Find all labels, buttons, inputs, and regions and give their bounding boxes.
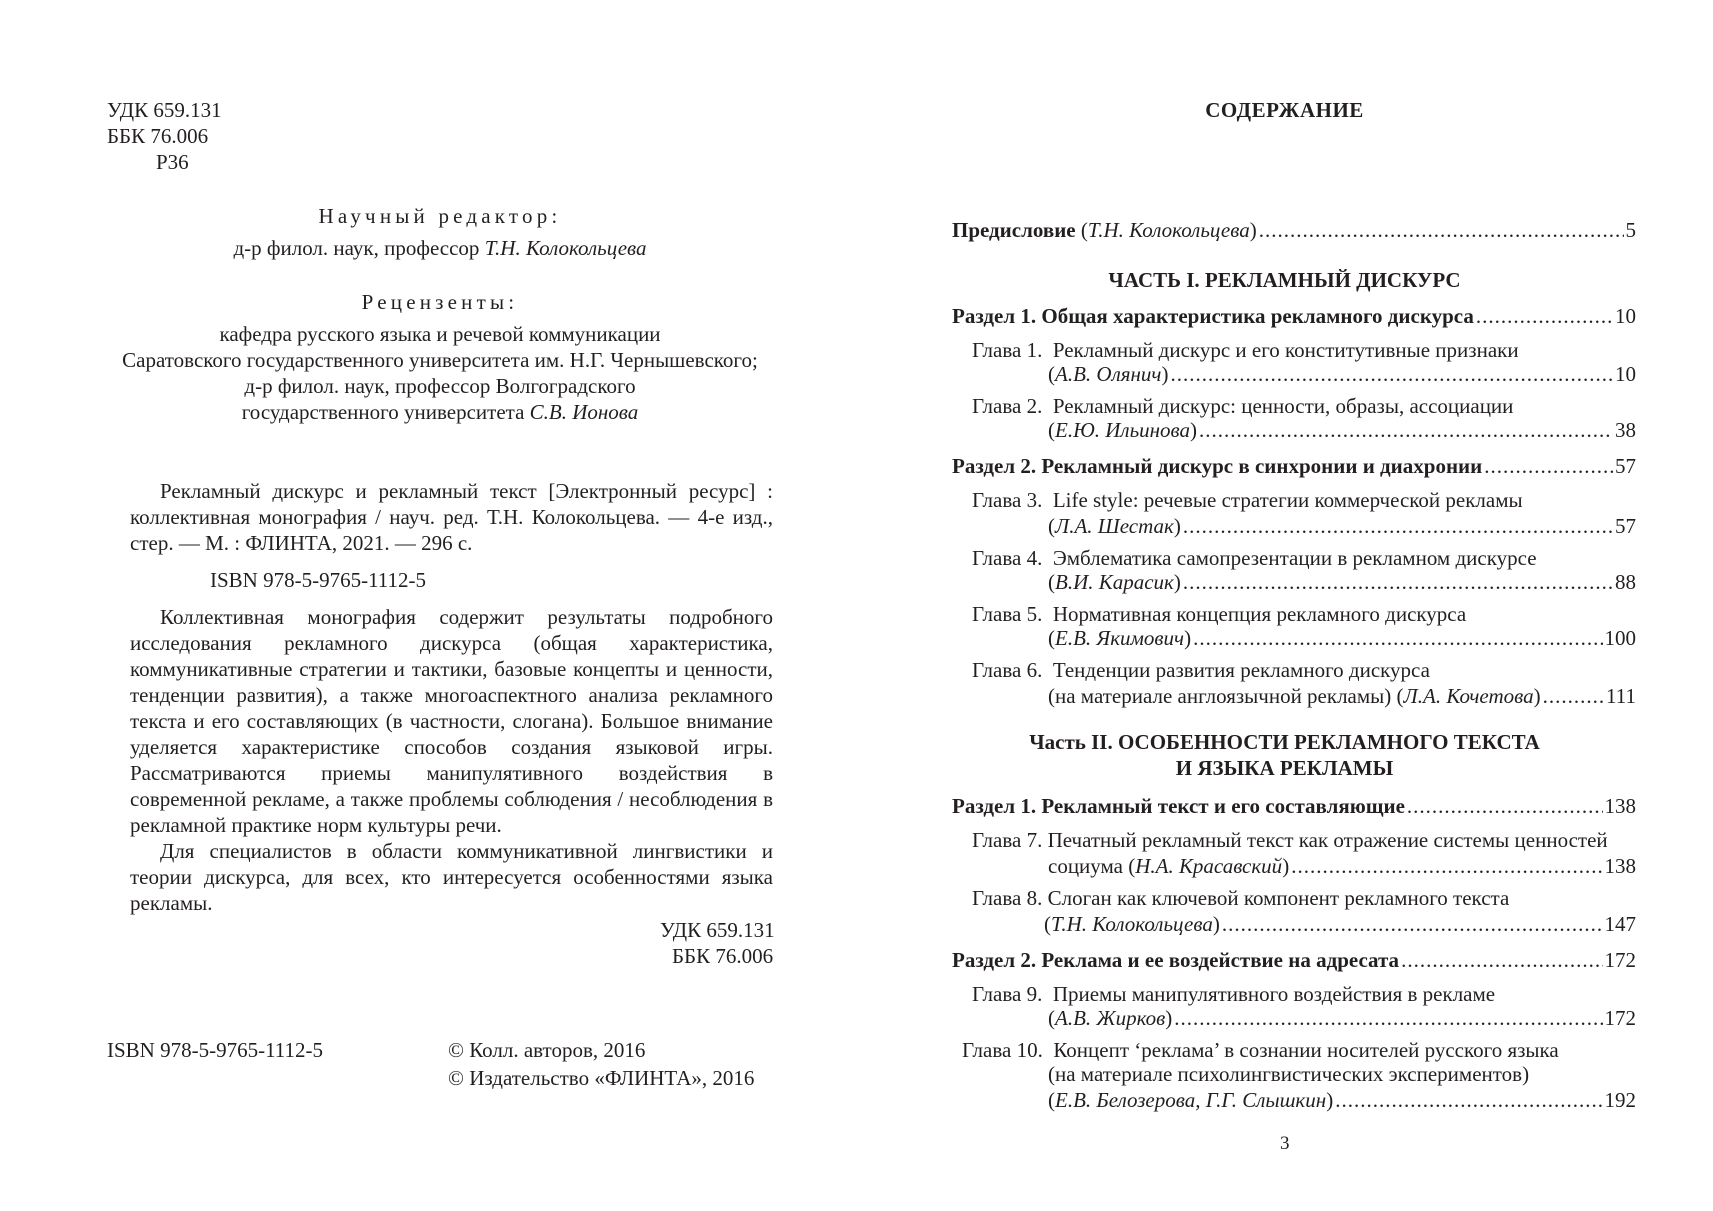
toc-entry-chapter-10[interactable]: [962, 1040, 1559, 1061]
toc-entry-chapter-6[interactable]: [972, 660, 1430, 681]
chapter-title: Тенденции развития рекламного дискурса: [1052, 658, 1430, 682]
chapter-page: 88: [1615, 570, 1636, 594]
editor-heading: Научный редактор:: [318, 204, 562, 228]
leader-dots: [1259, 220, 1624, 241]
chapter-title: Концепт ‘реклама’ в сознании носителей русского языка: [1053, 1038, 1559, 1062]
chapter-page: 111: [1606, 684, 1636, 708]
toc-entry-chapter-10-author[interactable]: (Е.В. Белозерова, Г.Г. Слышкин) ..... 192: [1048, 1090, 1636, 1111]
toc-entry-chapter-2[interactable]: [972, 396, 1513, 417]
chapter-number: Глава 4.: [972, 546, 1043, 570]
chapter-author: Л.А. Шестак: [1055, 514, 1174, 538]
toc-entry-chapter-6-author[interactable]: (на материале англоязычной рекламы) (Л.А. Кочетова) ..... 111: [1048, 686, 1636, 707]
chapter-page: 138: [1604, 854, 1636, 878]
chapter-title: Life style: речевые стратегии коммерческой рекламы: [1052, 488, 1523, 512]
leader-dots: [1174, 1008, 1602, 1029]
chapter-author: Т.Н. Колокольцева: [1051, 912, 1213, 936]
toc-entry-chapter-7[interactable]: [972, 830, 1608, 851]
toc-entry-chapter-4-author[interactable]: (В.И. Карасик) ..... 88: [1048, 572, 1636, 593]
chapter-title: Печатный рекламный текст как отражение системы ценностей: [1047, 828, 1608, 852]
section-title: Раздел 1. Рекламный текст и его составляющие: [952, 794, 1405, 818]
isbn-bottom: ISBN 978-5-9765-1112-5: [107, 1038, 324, 1062]
chapter-page: 147: [1604, 912, 1636, 936]
leader-dots: [1335, 1090, 1602, 1111]
toc-entry-chapter-5-author[interactable]: (Е.В. Якимович) ..... 100: [1048, 628, 1636, 649]
leader-dots: [1199, 420, 1613, 441]
chapter-author: Е.В. Белозерова, Г.Г. Слышкин: [1055, 1088, 1327, 1112]
toc-entry-chapter-8[interactable]: [972, 888, 1509, 909]
preface-label: Предисловие: [952, 218, 1076, 242]
toc-entry-part2-section2[interactable]: [952, 950, 1636, 971]
chapter-number: Глава 8.: [972, 886, 1043, 910]
preface-page: 5: [1625, 218, 1636, 242]
reviewers-line-1: кафедра русского языка и речевой коммуникации: [219, 322, 661, 346]
toc-entry-chapter-2-author[interactable]: (Е.Ю. Ильинова) ..... 38: [1048, 420, 1636, 441]
chapter-author: В.И. Карасик: [1055, 570, 1174, 594]
toc-entry-chapter-1[interactable]: [972, 340, 1519, 361]
udk-code: УДК 659.131: [107, 98, 222, 122]
section-title: Раздел 1. Общая характеристика рекламного дискурса: [952, 304, 1474, 328]
left-page: [0, 0, 856, 1211]
chapter-number: Глава 10.: [962, 1038, 1043, 1062]
toc-entry-chapter-10-continued: [1048, 1064, 1529, 1085]
part-2-heading-line-1: Часть II. ОСОБЕННОСТИ РЕКЛАМНОГО ТЕКСТА: [1029, 730, 1540, 754]
abstract: [130, 604, 773, 916]
chapter-author: Е.В. Якимович: [1055, 626, 1185, 650]
chapter-title: Эмблематика самопрезентации в рекламном дискурсе: [1052, 546, 1537, 570]
chapter-page: 172: [1604, 1006, 1636, 1030]
copyright-publisher: © Издательство «ФЛИНТА», 2016: [448, 1066, 755, 1090]
section-page: 57: [1615, 454, 1636, 478]
leader-dots: [1543, 686, 1604, 707]
abstract-paragraph-2: Для специалистов в области коммуникативной лингвистики и теории дискурса, для всех, кто интересуется особенностями языка рекламы.: [130, 839, 773, 915]
toc-entry-part2-section1[interactable]: [952, 796, 1636, 817]
toc-entry-part1-section1[interactable]: [952, 306, 1636, 327]
chapter-author: Е.Ю. Ильинова: [1055, 418, 1191, 442]
toc-title: СОДЕРЖАНИЕ: [1205, 98, 1364, 122]
author-sign: Р36: [156, 150, 189, 174]
editor-name: Т.Н. Колокольцева: [484, 236, 647, 260]
editor-line: д-р филол. наук, профессор Т.Н. Колокольцева: [233, 236, 647, 260]
leader-dots: [1193, 628, 1602, 649]
chapter-page: 57: [1615, 514, 1636, 538]
copyright-authors: © Колл. авторов, 2016: [448, 1038, 646, 1062]
toc-entry-chapter-8-author[interactable]: (Т.Н. Колокольцева) ..... 147: [1044, 914, 1636, 935]
toc-entry-part1-section2[interactable]: [952, 456, 1636, 477]
toc-entry-chapter-7-author[interactable]: социума (Н.А. Красавский) ..... 138: [1048, 856, 1636, 877]
section-title: Раздел 2. Рекламный дискурс в синхронии и диахронии: [952, 454, 1483, 478]
chapter-author: Л.А. Кочетова: [1403, 684, 1534, 708]
chapter-title: Рекламный дискурс и его конститутивные признаки: [1052, 338, 1519, 362]
abstract-paragraph-1: Коллективная монография содержит результаты подробного исследования рекламного дискурса (общая характеристика, коммуникативные стратегии и тактики, базовые концепты и ценности, тенденции развития), а также многоаспектного анализа рекламного текста и его составляющих (в частности, слогана). Большое внимание уделяется характеристике способов создания языковой игры. Рассматриваются приемы манипулятивного воздействия в современной рекламе, а также проблемы соблюдения / несоблюдения в рекламной практике норм культуры речи.: [130, 605, 773, 837]
chapter-number: Глава 7.: [972, 828, 1043, 852]
leader-dots: [1183, 572, 1613, 593]
toc-entry-chapter-9[interactable]: [972, 984, 1495, 1005]
chapter-number: Глава 3.: [972, 488, 1043, 512]
chapter-author: Н.А. Красавский: [1135, 854, 1283, 878]
reviewers-line-4: государственного университета С.В. Ионова: [241, 400, 639, 424]
chapter-author: А.В. Жирков: [1055, 1006, 1166, 1030]
toc-entry-chapter-5[interactable]: [972, 604, 1466, 625]
chapter-page: 100: [1604, 626, 1636, 650]
leader-dots: [1183, 516, 1613, 537]
toc-entry-chapter-3-author[interactable]: (Л.А. Шестак) ..... 57: [1048, 516, 1636, 537]
chapter-title: Приемы манипулятивного воздействия в рекламе: [1052, 982, 1496, 1006]
chapter-number: Глава 6.: [972, 658, 1043, 682]
section-title: Раздел 2. Реклама и ее воздействие на адресата: [952, 948, 1400, 972]
chapter-number: Глава 5.: [972, 602, 1043, 626]
section-page: 138: [1604, 794, 1636, 818]
right-page: [856, 0, 1713, 1211]
toc-entry-chapter-4[interactable]: [972, 548, 1537, 569]
chapter-title-continued: социума (: [1048, 854, 1136, 878]
part-1-heading: ЧАСТЬ I. РЕКЛАМНЫЙ ДИСКУРС: [1108, 268, 1461, 292]
section-page: 10: [1615, 304, 1636, 328]
toc-entry-chapter-3[interactable]: [972, 490, 1523, 511]
reviewers-line-2: Саратовского государственного университета им. Н.Г. Чернышевского;: [122, 348, 758, 372]
reviewer-name: С.В. Ионова: [529, 400, 639, 424]
bib-text: Рекламный дискурс и рекламный текст [Электронный ресурс] : коллективная монография / науч. ред. Т.Н. Колокольцева. — 4-е изд., стер. — М. : ФЛИНТА, 2021. — 296 с.: [130, 479, 773, 555]
chapter-author: А.В. Олянич: [1055, 362, 1162, 386]
toc-entry-chapter-1-author[interactable]: (А.В. Олянич) ..... 10: [1048, 364, 1636, 385]
part-2-heading-line-2: И ЯЗЫКА РЕКЛАМЫ: [1175, 756, 1394, 780]
bibliographic-record: [130, 478, 773, 556]
leader-dots: [1401, 950, 1602, 971]
udk-code-bottom: УДК 659.131: [660, 918, 775, 942]
bbk-code: ББК 76.006: [107, 124, 209, 148]
reviewers-heading: Рецензенты:: [361, 290, 519, 314]
leader-dots: [1291, 856, 1602, 877]
chapter-page: 192: [1604, 1088, 1636, 1112]
toc-entry-chapter-9-author[interactable]: (А.В. Жирков) ..... 172: [1048, 1008, 1636, 1029]
chapter-title: Рекламный дискурс: ценности, образы, ассоциации: [1052, 394, 1514, 418]
leader-dots: [1484, 456, 1613, 477]
bbk-code-bottom: ББК 76.006: [672, 944, 774, 968]
chapter-number: Глава 9.: [972, 982, 1043, 1006]
isbn-line: ISBN 978-5-9765-1112-5: [210, 568, 427, 592]
page-number: 3: [1280, 1133, 1290, 1154]
preface-author: Т.Н. Колокольцева: [1087, 218, 1250, 242]
chapter-title-continued: (на материале англоязычной рекламы) (: [1048, 684, 1404, 708]
leader-dots: [1222, 914, 1603, 935]
section-page: 172: [1604, 948, 1636, 972]
chapter-page: 10: [1615, 362, 1636, 386]
leader-dots: [1170, 364, 1613, 385]
chapter-title: Слоган как ключевой компонент рекламного текста: [1047, 886, 1510, 910]
chapter-title: Нормативная концепция рекламного дискурса: [1052, 602, 1467, 626]
reviewers-line-3: д-р филол. наук, профессор Волгоградского: [244, 374, 636, 398]
chapter-number: Глава 2.: [972, 394, 1043, 418]
chapter-number: Глава 1.: [972, 338, 1043, 362]
leader-dots: [1476, 306, 1613, 327]
leader-dots: [1407, 796, 1603, 817]
toc-entry-preface[interactable]: Предисловие (Т.Н. Колокольцева) ..... 5: [952, 220, 1636, 241]
chapter-title-continued: (на материале психолингвистических экспериментов): [1048, 1062, 1530, 1086]
chapter-page: 38: [1615, 418, 1636, 442]
